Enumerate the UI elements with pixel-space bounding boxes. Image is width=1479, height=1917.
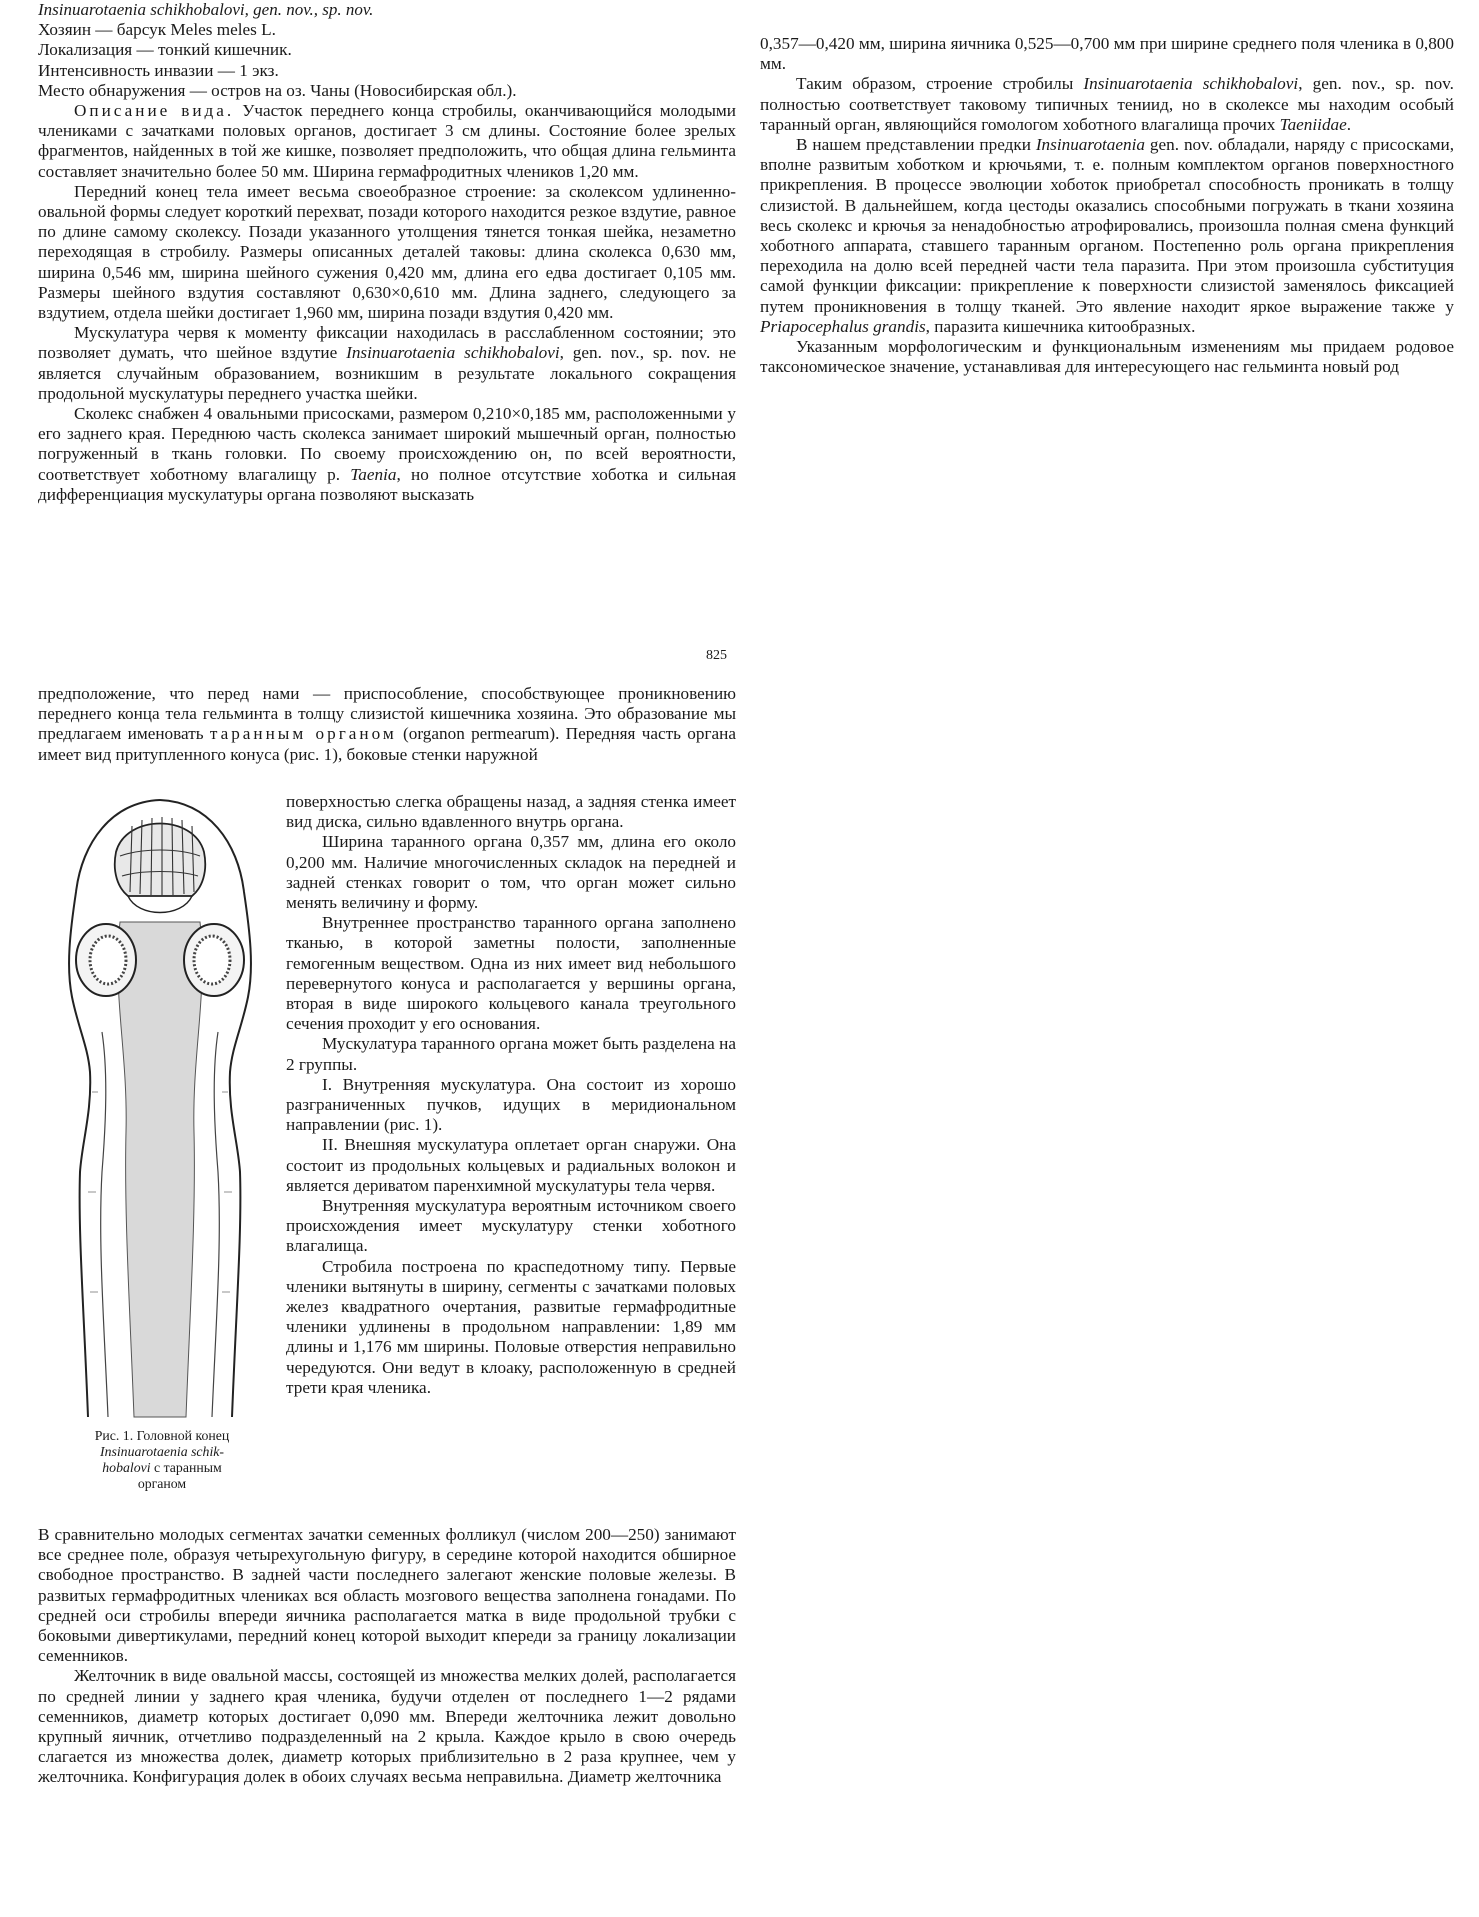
- side-column: [286, 792, 736, 1398]
- species-title: Insinuarotaenia schikhobalovi, gen. nov., sp. nov.: [38, 0, 374, 19]
- host-line: Хозяин — барсук Meles meles L.: [38, 20, 276, 40]
- intensity-line: Интенсивность инвазии — 1 экз.: [38, 60, 279, 80]
- figure-scolex-drawing: [42, 792, 278, 1422]
- localization-line: Локализация — тонкий кишечник.: [38, 40, 292, 60]
- bottom-paragraph-2: Желточник в виде овальной массы, состоящей из множества мелких долей, располагается по средней линии у заднего края членика, будучи отделен от последнего 1—2 рядами семенников, диаметр которых достигает 0,090 мм. Впереди желточника лежит довольно крупный яичник, отчетливо подразделенный на 2 крыла. Каждое крыло в свою очередь слагается из множества долек, диаметр которых приблизительно в 2 раза крупнее, чем у желточника. Конфигурация долек в обоих случаях весьма неправильна. Диаметр желточника: [38, 1666, 736, 1787]
- location-line: Место обнаружения — остров на оз. Чаны (Новосибирская обл.).: [38, 80, 517, 100]
- bottom-column: [38, 1525, 736, 1788]
- left-column-top: [38, 0, 736, 505]
- scolex-illustration: [42, 792, 278, 1422]
- right-paragraph-2: Таким образом, строение стробилы Insinuarotaenia schikhobalovi, gen. nov., sp. nov. полностью соответствует таковому типичных тениид, но в сколексе мы находим особый таранный орган, являющийся гомологом хоботного влагалища прочих Taeniidae.: [760, 74, 1454, 134]
- caption-line-3: hobalovi с таранным: [102, 1460, 222, 1475]
- right-column-top: [760, 34, 1454, 377]
- description-paragraph-4: Сколекс снабжен 4 овальными присосками, размером 0,210×0,185 мм, расположенными у его заднего края. Переднюю часть сколекса занимает широкий мышечный орган, полностью погруженный в ткань головки. По своему происхождению он, по всей вероятности, соответствует хоботному влагалищу р. Taenia, но полное отсутствие хоботка и сильная дифференциация мускулатуры органа позволяют высказать: [38, 404, 736, 504]
- description-paragraph-3: Мускулатура червя к моменту фиксации находилась в расслабленном состоянии; это позволяет думать, что шейное вздутие Insinuarotaenia schikhobalovi, gen. nov., sp. nov. не является случайным образованием, возникшим в результате локального сокращения продольной мускулатуры переднего участка шейки.: [38, 323, 736, 403]
- description-paragraph-1: Описание вида. Участок переднего конца стробилы, оканчивающийся молодыми члениками с зачатками половых органов, достигает 3 см длины. Состояние более зрелых фрагментов, найденных в той же кишке, позволяет предположить, что общая длина гельминта составляет значительно более 50 мм. Ширина гермафродитных члеников 1,20 мм.: [38, 101, 736, 181]
- side-paragraph-7: Внутренняя мускулатура вероятным источником своего происхождения имеет мускулатуру стенки хоботного влагалища.: [286, 1196, 736, 1256]
- bottom-paragraph-1: В сравнительно молодых сегментах зачатки семенных фолликул (числом 200—250) занимают все среднее поле, образуя четырехугольную фигуру, в середине которой находится обширное свободное пространство. В задней части последнего залегают женские половые железы. В развитых гермафродитных члениках вся область мозгового вещества заполнена гонадами. По средней оси стробилы впереди яичника располагается матка в виде продольной трубки с боковыми дивертикулами, передний конец которой выходит кпереди за границу локализации семенников.: [38, 1525, 736, 1666]
- right-paragraph-1: 0,357—0,420 мм, ширина яичника 0,525—0,700 мм при ширине среднего поля членика в 0,800 мм.: [760, 34, 1454, 74]
- side-paragraph-3: Внутреннее пространство таранного органа заполнено тканью, в которой заметны полости, заполненные гемогенным веществом. Одна из них имеет вид небольшого перевернутого конуса и располагается у вершины органа, вторая в виде широкого кольцевого канала треугольного сечения проходит у его основания.: [286, 913, 736, 1034]
- side-paragraph-2: Ширина таранного органа 0,357 мм, длина его около 0,200 мм. Наличие многочисленных складок на передней и задней стенках говорит о том, что орган может сильно менять величину и форму.: [286, 832, 736, 913]
- ramming-organ-term: таранным органом: [209, 724, 397, 744]
- figure-caption: [42, 1428, 282, 1492]
- description-paragraph-2: Передний конец тела имеет весьма своеобразное строение: за сколексом удлиненно-овальной формы следует короткий перехват, позади которого находится резкое вздутие, равное по длине самому сколексу. Позади указанного утолщения тянется тонкая шейка, незаметно переходящая в стробилу. Размеры описанных деталей таковы: длина сколекса 0,630 мм, ширина 0,546 мм, ширина шейного сужения 0,420 мм, длина его едва достигает 0,105 мм. Размеры шейного вздутия составляют 0,630×0,610 мм. Длина заднего, следующего за вздутием, отдела шейки достигает 1,960 мм, ширина позади вздутия 0,420 мм.: [38, 181, 736, 323]
- bottom-lead-paragraph: [38, 684, 736, 765]
- side-paragraph-6: II. Внешняя мускулатура оплетает орган снаружи. Она состоит из продольных кольцевых и радиальных волокон и является дериватом паренхимной мускулатуры тела червя.: [286, 1135, 736, 1195]
- caption-line-2: Insinuarotaenia schik-: [99, 1444, 225, 1459]
- bottom-lead-text: предположение, что перед нами — приспособление, способствующее проникновению переднего конца тела гельминта в толщу слизистой кишечника хозяина. Это образование мы предлагаем именовать таранным органом (organon permearum). Передняя часть органа имеет вид притупленного конуса (рис. 1), боковые стенки наружной: [38, 684, 736, 764]
- right-paragraph-3: В нашем представлении предки Insinuarotaenia gen. nov. обладали, наряду с присосками, вполне развитым хоботком и крючьями, т. е. полным комплектом органов поверхностного прикрепления. В процессе эволюции хоботок приобретал способность проникать в толщу слизистой. В дальнейшем, когда цестоды оказались способными погружать в ткани хозяина весь сколекс и крючья за ненадобностью атрофировались, произошла полная смена функций хоботного аппарата, ставшего таранным органом. Постепенно роль органа прикрепления переходила на долю всей передней части тела паразита. При этом произошла субституция самой функции фиксации: прикрепление к поверхности слизистой заменялось фиксацией путем проникновения в толщу тканей. Это явление находит яркое выражение также у Priapocephalus grandis, паразита кишечника китообразных.: [760, 135, 1454, 336]
- side-paragraph-4: Мускулатура таранного органа может быть разделена на 2 группы.: [286, 1034, 736, 1074]
- side-paragraph-1: поверхностью слегка обращены назад, а задняя стенка имеет вид диска, сильно вдавленного внутрь органа.: [286, 792, 736, 832]
- page-number: 825: [706, 648, 727, 663]
- side-paragraph-5: I. Внутренняя мускулатура. Она состоит из хорошо разграниченных пучков, идущих в меридиональном направлении (рис. 1).: [286, 1074, 736, 1135]
- right-paragraph-4: Указанным морфологическим и функциональным изменениям мы придаем родовое таксономическое значение, устанавливая для интересующего нас гельминта новый род: [760, 337, 1454, 377]
- description-heading: Описание вида.: [74, 101, 235, 121]
- side-paragraph-8: Стробила построена по краспедотному типу. Первые членики вытянуты в ширину, сегменты с зачатками половых желез квадратного очертания, развитые гермафродитные членики удлинены в продольном направлении: 1,89 мм длины и 1,176 мм ширины. Половые отверстия неправильно чередуются. Они ведут в клоаку, расположенную в средней трети края членика.: [286, 1256, 736, 1397]
- caption-line-1: Рис. 1. Головной конец: [94, 1428, 230, 1443]
- caption-line-4: органом: [137, 1476, 187, 1491]
